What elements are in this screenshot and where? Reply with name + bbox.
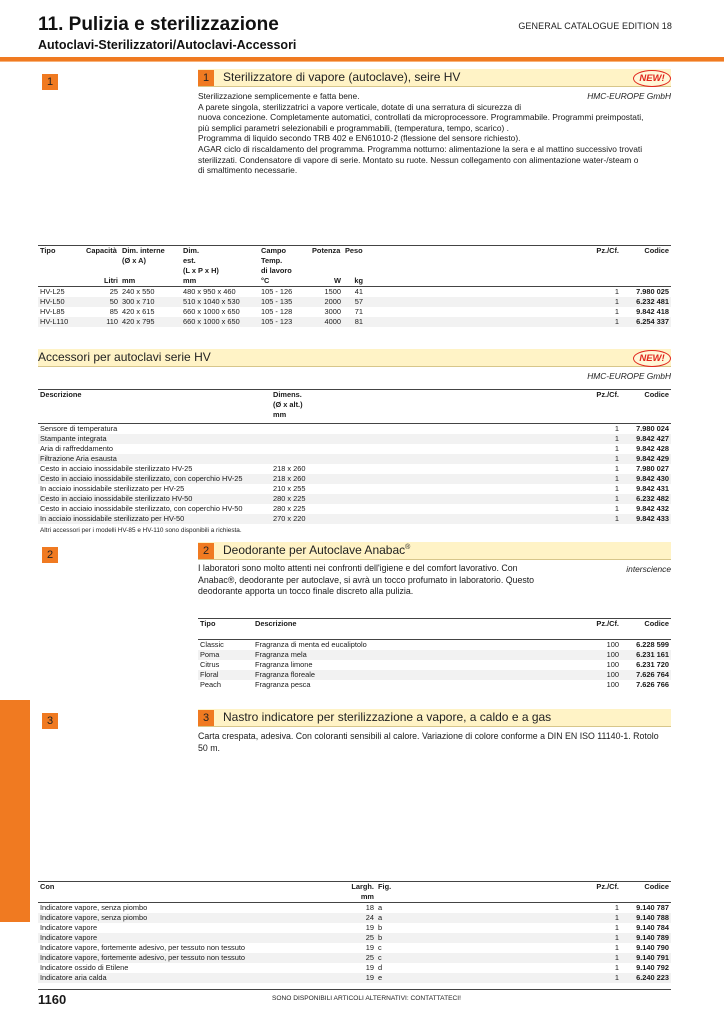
table-row <box>38 913 671 923</box>
cell-dim-int: 420 x 795 <box>120 317 181 327</box>
col-header-dimens: Dimens. <box>273 390 302 399</box>
cell-codice: 7.980 024 <box>636 423 669 433</box>
table-row <box>38 423 671 434</box>
table-row <box>38 484 671 494</box>
col-header-peso: Peso <box>345 246 363 255</box>
cell-dim-est: 660 x 1000 x 650 <box>181 317 259 327</box>
cell-pz: 1 <box>587 913 621 923</box>
description-line: Sterilizzazione semplicemente e fatta bene. <box>198 91 360 101</box>
cell-codice: 6.228 599 <box>636 639 669 649</box>
cell-codice: 9.842 427 <box>621 434 671 444</box>
cell-con: Indicatore vapore, fortemente adesivo, per tessuto non tessuto <box>38 953 338 963</box>
unit-potenza: W <box>334 276 341 285</box>
table-row <box>38 464 671 474</box>
cell-con: Indicatore vapore, senza piombo <box>40 903 148 912</box>
cell-dim-est: 510 x 1040 x 530 <box>181 297 259 307</box>
cell-largh: 19 <box>365 943 374 952</box>
autoclave-table <box>38 245 671 327</box>
col-header-fig: Fig. <box>378 882 392 891</box>
description-line: sterilizzati. Condensatore di vapore di serie. Montato su ruote. Nessun collegamento con alimentazione water-/steam o <box>198 154 639 165</box>
description-line: Carta crespata, adesiva. Con coloranti sensibili al calore. Variazione di colore conforme a DIN EN ISO 11140-1. Rotolo <box>198 731 659 741</box>
cell-largh: 24 <box>338 913 376 923</box>
cell-dimens: 218 x 260 <box>271 474 371 484</box>
page-title: 11. Pulizia e sterilizzazione <box>38 14 279 35</box>
description-line: 50 m. <box>198 742 221 753</box>
cell-fig: a <box>378 903 383 912</box>
cell-dimens: 218 x 260 <box>273 463 306 473</box>
cell-codice: 6.254 337 <box>621 317 671 327</box>
new-badge: NEW! <box>633 70 671 87</box>
cell-codice: 9.842 418 <box>636 307 669 316</box>
cell-pz: 100 <box>587 650 621 660</box>
col-header-largh: Largh. <box>351 882 374 891</box>
cell-descrizione: Aria di raffreddamento <box>40 443 113 453</box>
col-header-dim-int: Dim. interne <box>122 246 165 255</box>
cell-codice: 7.626 766 <box>636 679 669 689</box>
col-header-dimens-sub: (Ø x alt.) <box>273 400 303 409</box>
table-row <box>38 307 671 317</box>
cell-largh: 25 <box>338 933 376 943</box>
cell-capacita: 25 <box>109 287 118 296</box>
description-line: A parete singola, sterilizzatrici a vapore verticale, dotate di una serratura di sicurezza di <box>198 101 522 112</box>
table-row <box>38 317 671 327</box>
cell-dimens <box>271 444 371 454</box>
table-row <box>38 514 671 524</box>
cell-fig: b <box>378 923 383 932</box>
col-header-tipo: Tipo <box>200 619 216 628</box>
cell-codice: 6.232 481 <box>621 297 671 307</box>
cell-descrizione: Fragranza limone <box>255 659 313 669</box>
cell-descrizione: Fragranza pesca <box>255 679 311 689</box>
cell-descrizione: Fragranza floreale <box>253 670 453 680</box>
registered-mark: ® <box>405 544 411 551</box>
cell-codice: 9.140 789 <box>621 933 671 943</box>
new-badge: NEW! <box>633 350 671 367</box>
cell-largh: 19 <box>365 963 374 972</box>
section-1-header <box>198 69 671 87</box>
cell-campo: 105 - 128 <box>261 307 293 316</box>
section-1-maker: HMC-EUROPE GmbH <box>587 91 671 101</box>
table-row <box>38 943 671 953</box>
table-row <box>198 660 671 670</box>
section-1-description <box>198 91 643 176</box>
unit-peso: kg <box>354 276 363 285</box>
description-line: di smaltimento necessarie. <box>198 165 298 176</box>
cell-capacita: 50 <box>84 297 120 307</box>
cell-codice: 9.140 788 <box>621 913 671 923</box>
cell-capacita: 110 <box>84 317 120 327</box>
cell-con: Indicatore aria calda <box>38 973 338 983</box>
cell-pz: 1 <box>614 943 619 952</box>
table-row <box>38 973 671 983</box>
cell-descrizione: In acciaio inossidabile sterilizzato per HV-50 <box>38 514 271 524</box>
cell-pz: 1 <box>587 474 621 484</box>
table-row <box>38 444 671 454</box>
cell-pz: 1 <box>614 483 619 493</box>
col-header-pz: Pz./Cf. <box>596 882 619 891</box>
table-row <box>38 474 671 484</box>
indicator-tape-table <box>38 881 671 983</box>
cell-descrizione: Sensore di temperatura <box>40 423 118 433</box>
table-row <box>198 670 671 680</box>
col-header-dim-est-sub: est. <box>183 256 196 265</box>
description-line: Anabac®, deodorante per autoclave, si avrà un tocco profumato in laboratorio. Questo <box>198 574 535 585</box>
accessories-note: Altri accessori per i modelli HV-85 e HV-110 sono disponibili a richiesta. <box>40 527 242 534</box>
section-3-title: Nastro indicatore per sterilizzazione a vapore, a caldo e a gas <box>223 710 552 724</box>
cell-dim-int: 240 x 550 <box>122 287 155 296</box>
cell-dimens: 270 x 220 <box>271 514 371 524</box>
col-header-codice: Codice <box>644 619 669 628</box>
cell-con: Indicatore vapore <box>40 923 98 932</box>
accessories-table <box>38 389 671 524</box>
cell-pz: 100 <box>606 639 619 649</box>
cell-codice: 6.231 161 <box>621 650 671 660</box>
cell-dim-int: 300 x 710 <box>120 297 181 307</box>
cell-pz: 1 <box>587 514 621 524</box>
cell-tipo: Floral <box>198 670 253 680</box>
chapter-side-tab <box>0 700 30 922</box>
cell-campo: 105 - 135 <box>259 297 310 307</box>
cell-pz: 1 <box>614 923 619 932</box>
table-row <box>198 639 671 650</box>
deodorant-table <box>198 618 671 690</box>
cell-pz: 1 <box>614 963 619 972</box>
col-header-campo-sub2: di lavoro <box>261 266 292 275</box>
cell-codice: 9.140 791 <box>621 953 671 963</box>
footer-divider <box>38 989 671 990</box>
table-row <box>38 494 671 504</box>
cell-dimens: 280 x 225 <box>271 494 371 504</box>
description-line: nuova concezione. Completamente automatici, controllati da microprocessore. Programmabile. Programmi preimpostati, <box>198 112 644 123</box>
col-header-con: Con <box>40 882 55 891</box>
cell-fig: a <box>376 913 396 923</box>
cell-capacita: 85 <box>109 307 118 316</box>
cell-descrizione: Fragranza mela <box>253 650 453 660</box>
cell-codice: 6.231 720 <box>636 659 669 669</box>
cell-con: Indicatore ossido di Etilene <box>40 963 129 972</box>
col-header-codice: Codice <box>644 882 669 891</box>
figure-marker-2: 2 <box>42 547 58 563</box>
cell-descrizione: Fragranza di menta ed eucaliptolo <box>255 639 367 649</box>
cell-largh: 19 <box>365 923 374 932</box>
cell-dim-est: 480 x 950 x 460 <box>183 287 236 296</box>
col-header-pz: Pz./Cf. <box>596 619 619 628</box>
table-row <box>38 504 671 514</box>
cell-fig: e <box>376 973 396 983</box>
cell-dim-int: 420 x 615 <box>122 307 155 316</box>
col-header-largh-unit: mm <box>360 892 374 901</box>
table-row <box>38 953 671 963</box>
cell-codice: 9.140 792 <box>636 963 669 972</box>
col-header-descrizione: Descrizione <box>40 390 82 399</box>
col-header-tipo: Tipo <box>40 246 56 255</box>
cell-pz: 1 <box>614 443 619 453</box>
cell-codice: 6.232 482 <box>621 494 671 504</box>
figure-marker-1: 1 <box>42 74 58 90</box>
cell-pz: 1 <box>587 933 621 943</box>
cell-pz: 1 <box>587 953 621 963</box>
cell-dimens <box>271 454 371 464</box>
cell-peso: 81 <box>343 317 365 327</box>
cell-codice: 9.842 428 <box>636 443 669 453</box>
cell-pz: 1 <box>587 434 621 444</box>
cell-pz: 1 <box>614 463 619 473</box>
cell-tipo: Peach <box>200 679 221 689</box>
cell-codice: 7.626 764 <box>621 670 671 680</box>
col-header-pz: Pz./Cf. <box>596 390 619 399</box>
table-row <box>198 650 671 660</box>
table-row <box>198 680 671 690</box>
cell-pz: 1 <box>587 297 621 307</box>
catalogue-edition: GENERAL CATALOGUE EDITION 18 <box>518 21 672 31</box>
cell-peso: 41 <box>354 287 363 296</box>
section-3-header <box>198 709 671 727</box>
col-header-capacita: Capacità <box>86 246 117 255</box>
table-row <box>38 963 671 973</box>
unit-capacita: Litri <box>104 276 118 285</box>
section-2-description <box>198 563 534 598</box>
cell-tipo: Poma <box>198 650 253 660</box>
cell-pz: 1 <box>614 423 619 433</box>
cell-pz: 1 <box>614 503 619 513</box>
figure-marker-3: 3 <box>42 713 58 729</box>
cell-codice: 9.842 432 <box>636 503 669 513</box>
cell-tipo: Classic <box>200 639 224 649</box>
cell-con: Indicatore vapore, fortemente adesivo, per tessuto non tessuto <box>40 943 246 952</box>
cell-campo: 105 - 123 <box>259 317 310 327</box>
cell-codice: 7.980 027 <box>636 463 669 473</box>
description-line: più semplici parametri selezionabili e programmabili, (temperatura, tempo, scarico) . <box>198 122 509 133</box>
cell-descrizione: Cesto in acciaio inossidabile sterilizzato HV-50 <box>38 494 271 504</box>
cell-codice: 7.980 025 <box>636 287 669 296</box>
cell-pz: 1 <box>614 307 619 316</box>
col-header-descrizione: Descrizione <box>255 619 297 628</box>
cell-pz: 1 <box>614 903 619 912</box>
cell-con: Indicatore vapore <box>38 933 338 943</box>
cell-largh: 18 <box>365 903 374 912</box>
col-header-codice: Codice <box>644 246 669 255</box>
cell-pz: 1 <box>587 454 621 464</box>
cell-tipo: HV-L110 <box>38 317 84 327</box>
cell-codice: 9.140 790 <box>636 943 669 952</box>
cell-pz: 100 <box>606 659 619 669</box>
cell-codice: 9.842 433 <box>621 514 671 524</box>
col-header-campo-sub: Temp. <box>261 256 283 265</box>
accessories-maker: HMC-EUROPE GmbH <box>587 371 671 381</box>
cell-descrizione: Stampante integrata <box>38 434 271 444</box>
cell-codice: 9.140 784 <box>636 923 669 932</box>
accessories-header <box>38 349 671 367</box>
cell-tipo: HV-L25 <box>40 287 65 296</box>
header-divider-light <box>0 61 724 62</box>
section-2-header <box>198 542 671 560</box>
table-row <box>38 434 671 444</box>
description-line: AGAR ciclo di riscaldamento del programma. Programma notturno: alimentazione la sera e al mattino successivo trovati <box>198 143 643 154</box>
cell-dim-est: 660 x 1000 x 650 <box>183 307 240 316</box>
table-row <box>38 287 671 298</box>
col-header-dim-int-sub: (Ø x A) <box>122 256 146 265</box>
section-2-number: 2 <box>198 543 214 559</box>
unit-dim-int: mm <box>122 276 136 285</box>
cell-pz: 100 <box>587 670 621 680</box>
cell-con: Indicatore vapore, senza piombo <box>38 913 338 923</box>
cell-pz: 1 <box>587 317 621 327</box>
cell-potenza: 2000 <box>310 297 343 307</box>
cell-fig: d <box>378 963 383 972</box>
cell-dimens <box>271 434 371 444</box>
cell-descrizione: Cesto in acciaio inossidabile sterilizzato, con coperchio HV-50 <box>40 503 243 513</box>
cell-dimens: 280 x 225 <box>273 503 306 513</box>
cell-largh: 25 <box>338 953 376 963</box>
cell-fig: c <box>378 943 382 952</box>
unit-dim-est: mm <box>183 276 197 285</box>
section-2-maker: interscience <box>626 564 671 574</box>
cell-campo: 105 - 126 <box>261 287 293 296</box>
cell-dimens <box>271 423 371 434</box>
cell-codice: 9.842 430 <box>621 474 671 484</box>
table-row <box>38 933 671 943</box>
cell-dimens: 210 x 255 <box>273 483 306 493</box>
col-header-codice: Codice <box>644 390 669 399</box>
cell-peso: 71 <box>354 307 363 316</box>
accessories-title: Accessori per autoclavi serie HV <box>38 350 211 364</box>
col-header-dimens-unit: mm <box>273 410 287 419</box>
cell-largh: 19 <box>338 973 376 983</box>
cell-codice: 9.140 787 <box>636 903 669 912</box>
cell-descrizione: Cesto in acciaio inossidabile sterilizzato HV-25 <box>40 463 193 473</box>
section-2-title <box>223 543 410 557</box>
cell-peso: 57 <box>343 297 365 307</box>
description-line: deodorante apporta un tocco finale discreto alla pulizia. <box>198 586 414 597</box>
section-1-title: Sterilizzatore di vapore (autoclave), seire HV <box>223 70 461 84</box>
page-number: 1160 <box>38 992 67 1007</box>
cell-codice: 6.240 223 <box>621 973 671 983</box>
section-3-description <box>198 731 659 754</box>
description-line: Programma di liquido secondo TRB 402 e EN61010-2 (flessione del sensore richiesto). <box>198 133 521 144</box>
unit-campo: °C <box>261 276 270 285</box>
page-subtitle: Autoclavi-Sterilizzatori/Autoclavi-Accessori <box>38 38 297 52</box>
cell-pz: 1 <box>587 494 621 504</box>
cell-codice: 9.842 429 <box>621 454 671 464</box>
cell-pz: 1 <box>614 287 619 296</box>
cell-codice: 9.842 431 <box>636 483 669 493</box>
cell-descrizione: Cesto in acciaio inossidabile sterilizzato, con coperchio HV-25 <box>38 474 271 484</box>
cell-tipo: HV-L85 <box>40 307 65 316</box>
col-header-pz: Pz./Cf. <box>596 246 619 255</box>
col-header-potenza: Potenza <box>312 246 341 255</box>
cell-potenza: 1500 <box>324 287 341 296</box>
table-row <box>38 297 671 307</box>
cell-pz: 1 <box>587 973 621 983</box>
cell-descrizione: Filtrazione Aria esausta <box>38 454 271 464</box>
description-line: I laboratori sono molto attenti nei confronti dell'igiene e del comfort lavorativo. Con <box>198 563 518 573</box>
col-header-dim-est-sub2: (L x P x H) <box>183 266 219 275</box>
cell-fig: b <box>376 933 396 943</box>
section-2-title-text: Deodorante per Autoclave Anabac <box>223 543 406 557</box>
cell-potenza: 4000 <box>310 317 343 327</box>
col-header-campo: Campo <box>261 246 287 255</box>
cell-potenza: 3000 <box>324 307 341 316</box>
cell-descrizione: In acciaio inossidabile sterilizzato per HV-25 <box>40 483 185 493</box>
cell-fig: c <box>376 953 396 963</box>
table-row <box>38 903 671 914</box>
section-1-number: 1 <box>198 70 214 86</box>
table-row <box>38 454 671 464</box>
footer-message: SONO DISPONIBILI ARTICOLI ALTERNATIVI: CONTATTATECI! <box>272 995 461 1002</box>
section-3-number: 3 <box>198 710 214 726</box>
cell-tipo: HV-L50 <box>38 297 84 307</box>
col-header-dim-est: Dim. <box>183 246 200 255</box>
table-row <box>38 923 671 933</box>
cell-pz: 100 <box>606 679 619 689</box>
cell-tipo: Citrus <box>200 659 220 669</box>
